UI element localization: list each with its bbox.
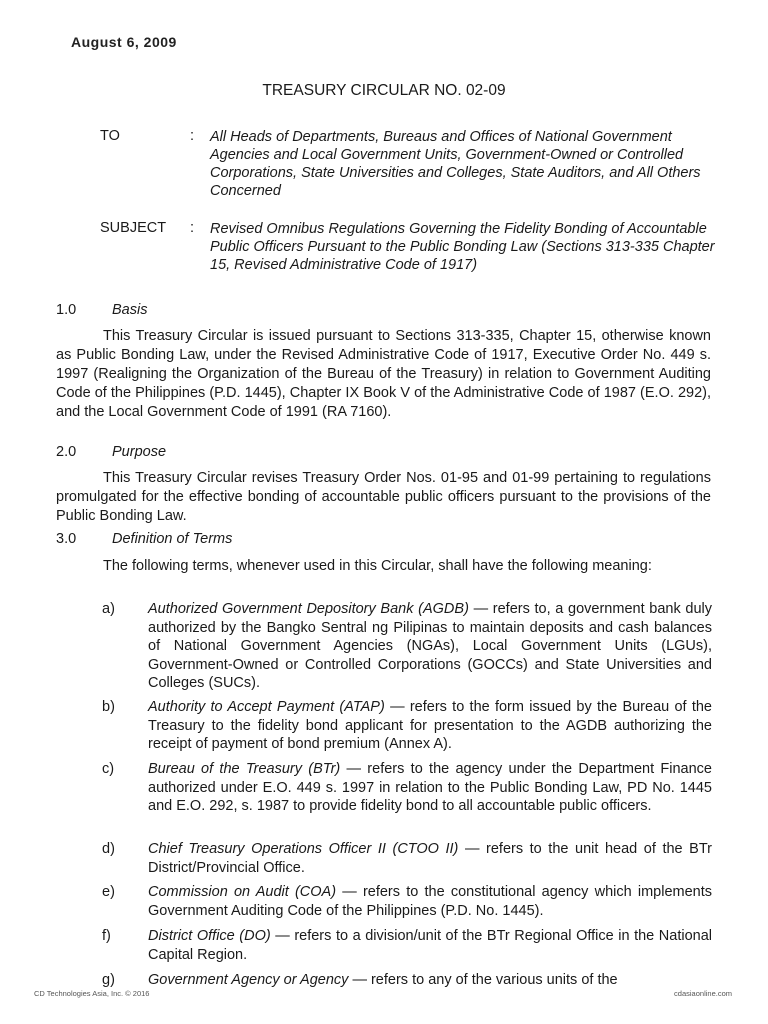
definition-letter: g): [102, 972, 115, 988]
definition-letter: c): [102, 761, 115, 777]
section-title: Purpose: [112, 444, 167, 460]
definition-term: Chief Treasury Operations Officer II (CTOO II): [148, 841, 459, 857]
section-paragraph: This Treasury Circular is issued pursuant to Sections 313-335, Chapter 15, otherwise known as Public Bonding Law, under the Revised Administrative Code of 1917, Executive Order No. 449 s. 1997 (Realigning the Organization of the Bureau of the Treasury) in relation to Government Auditing Code of the Philippines (P.D. 1445), Chapter IX Book V of the Administrative Code of 1987 (E.O. 292), and the Local Government Code of 1991 (RA 7160).: [56, 328, 711, 420]
definition-text: — refers to the unit head of the BTr District/Provincial Office.: [148, 841, 712, 876]
footer-site[interactable]: cdasiaonline.com: [674, 989, 732, 998]
definition-body: [148, 600, 712, 693]
definition-item: [102, 840, 712, 877]
definition-term: Authorized Government Depository Bank (AGDB): [148, 601, 469, 617]
definition-letter: d): [102, 841, 115, 857]
subject-row: [100, 220, 725, 274]
definition-body: [148, 971, 712, 990]
definition-item: [102, 760, 712, 816]
definition-body: [148, 698, 712, 754]
definition-letter: f): [102, 928, 111, 944]
definition-item: [102, 971, 712, 990]
definition-item: [102, 600, 712, 693]
definition-term: Commission on Audit (COA): [148, 884, 337, 900]
definition-text: — refers to any of the various units of the: [348, 972, 618, 988]
section-number: 2.0: [56, 444, 77, 460]
definition-text: — refers to a division/unit of the BTr Regional Office in the National Capital Region.: [148, 928, 712, 963]
section-number: 1.0: [56, 302, 77, 318]
definition-term: Authority to Accept Payment (ATAP): [148, 699, 385, 715]
section-title: Definition of Terms: [112, 531, 233, 547]
definition-body: [148, 927, 712, 964]
document-date: August 6, 2009: [71, 34, 177, 50]
section-heading: [56, 531, 232, 547]
document-title: TREASURY CIRCULAR NO. 02-09: [262, 82, 506, 99]
definition-text: — refers to the constitutional agency which implements Government Auditing Code of the Philippines (P.D. No. 1445).: [148, 884, 712, 919]
definition-item: [102, 883, 712, 920]
definition-item: [102, 698, 712, 754]
definition-term: Government Agency or Agency: [148, 972, 349, 988]
definition-text: — refers to, a government bank duly authorized by the Bangko Sentral ng Pilipinas to maintain deposits and cash balances of National Government Agencies (NGAs), Local Government Units (LGUs), Government-Owned or Controlled Corporations (GOCCs) and State Universities and Colleges (SUCs).: [148, 601, 712, 691]
section-paragraph: The following terms, whenever used in this Circular, shall have the following meaning:: [103, 558, 652, 574]
definition-letter: a): [102, 601, 115, 617]
subject-label: SUBJECT: [100, 220, 167, 236]
definition-term: Bureau of the Treasury (BTr): [148, 761, 341, 777]
subject-value: Revised Omnibus Regulations Governing the Fidelity Bonding of Accountable Public Officers Pursuant to the Public Bonding Law (Sections 313-335 Chapter 15, Revised Administrative Code of 1917): [210, 221, 715, 273]
section-heading: [56, 444, 166, 460]
section-heading: [56, 302, 147, 318]
definition-text: — refers to the agency under the Department Finance authorized under E.O. 449 s. 1997 in relation to the Public Bonding Law, PD No. 1445 and E.O. 292, s. 1987 to provide fidelity bond to all accountable public officers.: [148, 761, 712, 814]
footer-copyright: CD Technologies Asia, Inc. © 2016: [34, 989, 150, 998]
definition-letter: e): [102, 884, 115, 900]
subject-colon: :: [190, 220, 195, 236]
definition-text: — refers to the form issued by the Bureau of the Treasury to the fidelity bond applicant for presentation to the AGDB authorizing the receipt of payment of bond premium (Annex A).: [148, 699, 712, 752]
to-colon: :: [190, 128, 195, 144]
definition-letter: b): [102, 699, 115, 715]
section-number: 3.0: [56, 531, 77, 547]
definition-body: [148, 760, 712, 816]
to-label: TO: [100, 128, 120, 144]
definition-term: District Office (DO): [148, 928, 271, 944]
to-value: All Heads of Departments, Bureaus and Offices of National Government Agencies and Local Government Units, Government-Owned or Controlled Corporations, State Universities and Colleges, State Auditors, and All Others Concerned: [210, 129, 701, 199]
definition-body: [148, 883, 712, 920]
to-row: [100, 128, 725, 200]
definition-body: [148, 840, 712, 877]
definition-item: [102, 927, 712, 964]
section-paragraph: This Treasury Circular revises Treasury Order Nos. 01-95 and 01-99 pertaining to regulations promulgated for the effective bonding of accountable public officers pursuant to the provisions of the Public Bonding Law.: [56, 470, 711, 524]
section-title: Basis: [112, 302, 148, 318]
